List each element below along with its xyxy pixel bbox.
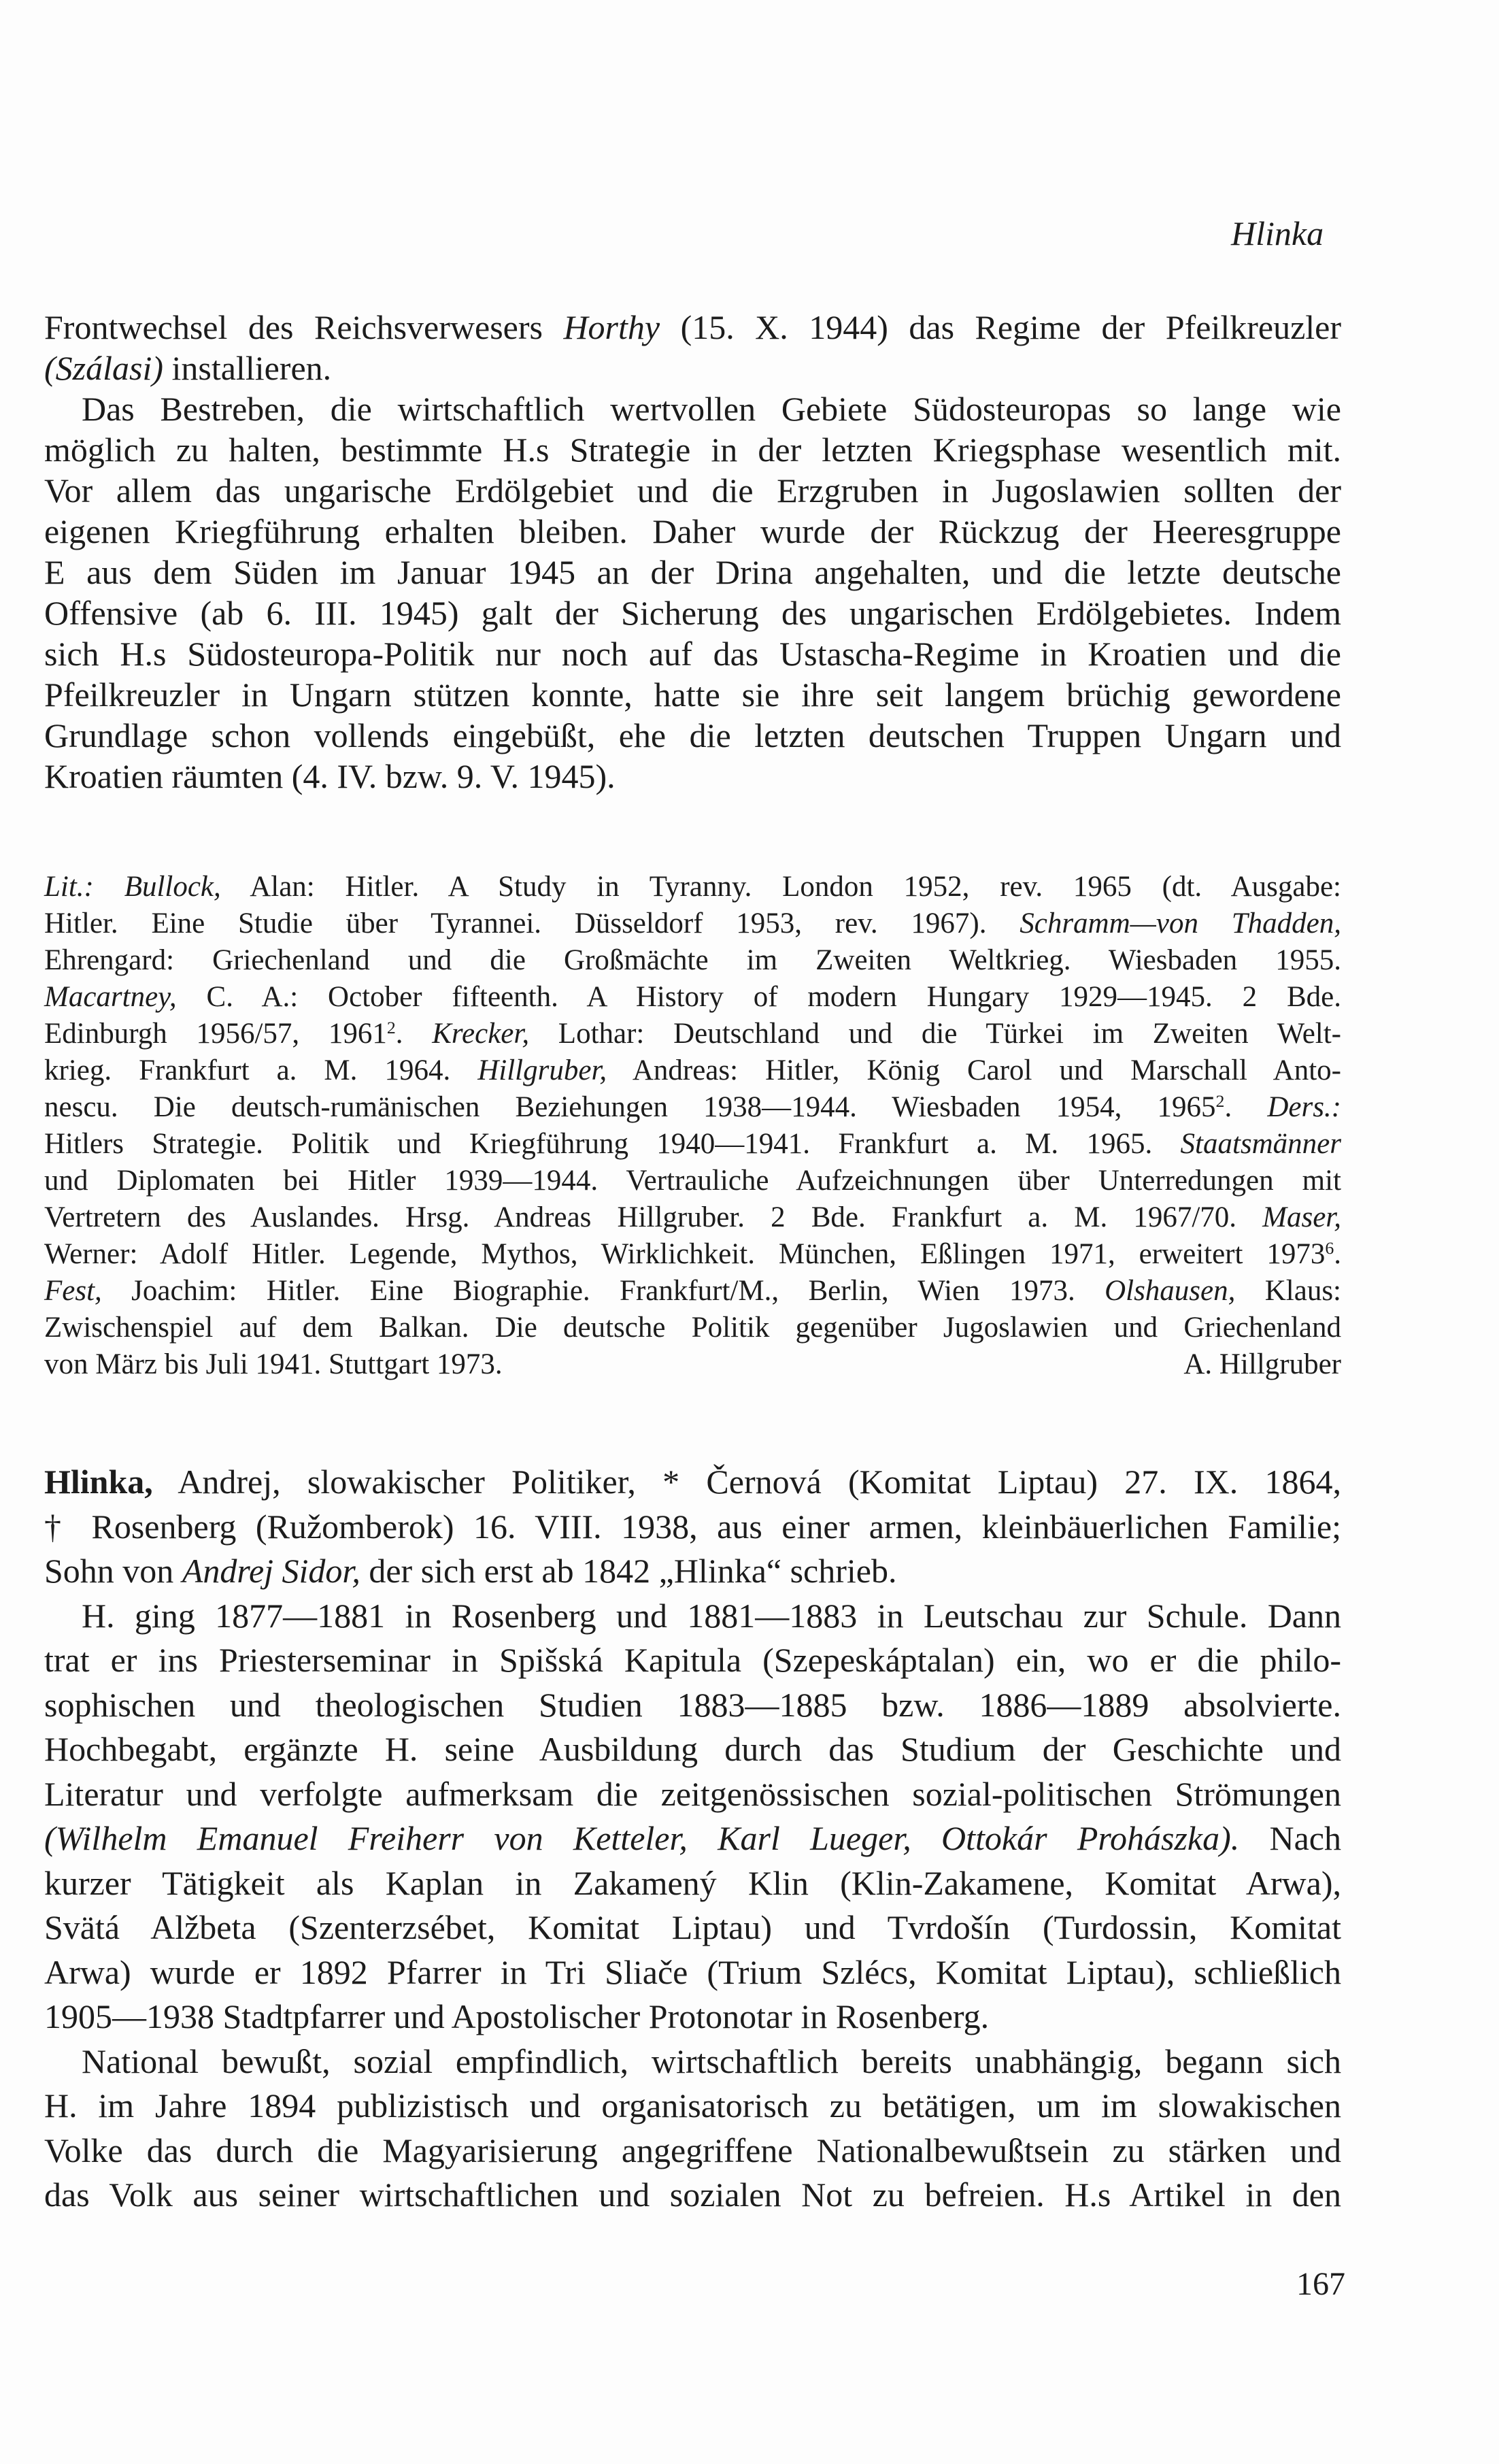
text-run: Nach — [1239, 1819, 1341, 1857]
running-head: Hlinka — [1231, 214, 1324, 252]
text-run: Vertretern des Auslandes. Hrsg. Andreas Hillgruber. 2 Bde. Frankfurt a. M. 1967/70. — [44, 1201, 1263, 1233]
literature-block — [44, 869, 1341, 1346]
italic-run: Fest, — [44, 1275, 102, 1307]
italic-run: Schramm—von Thadden, — [1020, 908, 1341, 939]
italic-run: Hillgruber, — [477, 1054, 607, 1086]
text-run: Edinburgh 1956/57, 1961 — [44, 1018, 387, 1050]
text-run: Lothar: Deutschland und die Türkei im Zweiten Welt- — [529, 1018, 1342, 1050]
text-run: Alan: Hitler. A Study in Tyranny. London 1952, rev. 1965 (dt. Ausgabe: — [220, 871, 1341, 903]
text-run: Literatur und verfolgte aufmerksam die zeitgenössischen sozial-politischen Strömungen — [44, 1774, 1341, 1813]
text-line — [44, 1549, 1341, 1594]
text-line — [44, 1950, 1341, 1995]
text-run: Ehrengard: Griechenland und die Großmächte im Zweiten Weltkrieg. Wiesbaden 1955. — [44, 944, 1341, 976]
author-signature: A. Hillgruber — [1183, 1348, 1341, 1380]
italic-run: Horthy — [563, 308, 660, 346]
text-line — [44, 388, 1341, 429]
text-line — [44, 1199, 1341, 1236]
text-run: Andreas: Hitler, König Carol und Marschall Anto- — [607, 1054, 1341, 1086]
text-line — [44, 593, 1341, 633]
text-run: Hitlers Strategie. Politik und Kriegführung 1940—1941. Frankfurt a. M. 1965. — [44, 1128, 1181, 1160]
text-run: Grundlage schon vollends eingebüßt, ehe die letzten deutschen Truppen Ungarn und — [44, 716, 1341, 754]
text-line — [44, 1273, 1341, 1310]
text-run: C. A.: October fifteenth. A History of modern Hungary 1929—1945. 2 Bde. — [176, 981, 1341, 1013]
text-line — [44, 1126, 1341, 1163]
text-line — [44, 756, 1341, 797]
text-run: kurzer Tätigkeit als Kaplan in Zakamený Klin (Klin-Zakamene, Komitat Arwa), — [44, 1863, 1341, 1902]
text-run: National bewußt, sozial empfindlich, wirtschaftlich bereits unabhängig, begann sich — [82, 2042, 1341, 2080]
italic-run: Krecker, — [432, 1018, 530, 1050]
paragraph-block-horthy — [44, 307, 1341, 797]
text-run: Das Bestreben, die wirtschaftlich wertvollen Gebiete Südosteuropas so lange wie — [82, 390, 1341, 428]
text-line — [44, 470, 1341, 511]
text-run: Vor allem das ungarische Erdölgebiet und die Erzgruben in Jugoslawien sollten der — [44, 471, 1341, 510]
text-run: Frontwechsel des Reichsverwesers — [44, 308, 564, 346]
text-line — [44, 1816, 1341, 1861]
text-run: . — [1224, 1091, 1268, 1123]
italic-run: (Szálasi) — [44, 349, 163, 387]
italic-run: Lit.: — [44, 871, 94, 903]
text-line — [44, 1052, 1341, 1089]
text-run: Kroatien räumten (4. IV. bzw. 9. V. 1945). — [44, 757, 616, 795]
text-run: installieren. — [163, 349, 332, 387]
text-line — [44, 715, 1341, 756]
text-run: 1905—1938 Stadtpfarrer und Apostolischer Protonotar in Rosenberg. — [44, 1997, 990, 2035]
text-line — [44, 1683, 1341, 1728]
edition-superscript: 2 — [1215, 1091, 1225, 1111]
text-run: und Diplomaten bei Hitler 1939—1944. Vertrauliche Aufzeichnungen über Unterredungen mit — [44, 1165, 1341, 1197]
italic-run: Bullock, — [124, 871, 221, 903]
entry-headword: Hlinka, — [44, 1463, 153, 1501]
text-run: Svätá Alžbeta (Szenterzsébet, Komitat Liptau) und Tvrdošín (Turdossin, Komitat — [44, 1908, 1341, 1946]
text-run: Werner: Adolf Hitler. Legende, Mythos, Wirklichkeit. München, Eßlingen 1971, erweitert 1973 — [44, 1238, 1326, 1270]
italic-run: Macartney, — [44, 981, 177, 1013]
text-run: Arwa) wurde er 1892 Pfarrer in Tri Sliače (Trium Szlécs, Komitat Liptau), schließlich — [44, 1952, 1341, 1991]
text-line — [44, 1905, 1341, 1950]
text-run: Pfeilkreuzler in Ungarn stützen konnte, hatte sie ihre seit langem brüchig gewordene — [44, 676, 1341, 714]
text-line — [44, 2173, 1341, 2218]
text-line — [44, 869, 1341, 905]
text-line — [44, 1016, 1341, 1052]
text-run: Zwischenspiel auf dem Balkan. Die deutsche Politik gegenüber Jugoslawien und Griechenland — [44, 1312, 1341, 1344]
text-run: möglich zu halten, bestimmte H.s Strategie in der letzten Kriegsphase wesentlich mit. — [44, 431, 1341, 469]
text-line — [44, 2040, 1341, 2084]
italic-run: Ders.: — [1267, 1091, 1342, 1123]
text-line — [44, 1861, 1341, 1906]
text-line — [44, 905, 1341, 942]
text-line — [44, 942, 1341, 979]
text-run: Andrej, slowakischer Politiker, * Černová (Komitat Liptau) 27. IX. 1864, — [152, 1463, 1341, 1501]
text-line — [44, 2084, 1341, 2129]
text-run: sich H.s Südosteuropa-Politik nur noch auf das Ustascha-Regime in Kroatien und die — [44, 635, 1341, 673]
text-run: H. ging 1877—1881 in Rosenberg und 1881—1883 in Leutschau zur Schule. Dann — [82, 1596, 1341, 1635]
text-line — [44, 1638, 1341, 1683]
text-run: Offensive (ab 6. III. 1945) galt der Sicherung des ungarischen Erdölgebietes. Indem — [44, 594, 1341, 632]
text-run: Volke das durch die Magyarisierung angegriffene Nationalbewußtsein zu stärken und — [44, 2131, 1341, 2169]
text-line — [44, 307, 1341, 348]
text-line — [44, 633, 1341, 674]
text-line — [44, 1236, 1341, 1273]
text-run: E aus dem Süden im Januar 1945 an der Drina angehalten, und die letzte deutsche — [44, 553, 1341, 591]
text-run: Hochbegabt, ergänzte H. seine Ausbildung durch das Studium der Geschichte und — [44, 1730, 1341, 1768]
text-run: trat er ins Priesterseminar in Spišská Kapitula (Szepeskáptalan) ein, wo er die philo- — [44, 1641, 1341, 1679]
text-run — [94, 871, 124, 903]
edition-superscript: 6 — [1325, 1237, 1334, 1258]
text-run: Sohn von — [44, 1552, 182, 1590]
text-line — [44, 674, 1341, 715]
text-line — [44, 1310, 1341, 1346]
text-line — [44, 1995, 1341, 2040]
text-line — [44, 1505, 1341, 1550]
text-line — [44, 1089, 1341, 1126]
text-run: (15. X. 1944) das Regime der Pfeilkreuzler — [660, 308, 1341, 346]
text-run: . — [395, 1018, 433, 1050]
text-run: † Rosenberg (Ružomberok) 16. VIII. 1938, aus einer armen, kleinbäuerlichen Familie; — [44, 1507, 1341, 1546]
text-line — [44, 1594, 1341, 1639]
page-number: 167 — [1296, 2266, 1345, 2302]
text-run: eigenen Kriegführung erhalten bleiben. Daher wurde der Rückzug der Heeresgruppe — [44, 512, 1341, 550]
text-line — [44, 1772, 1341, 1817]
text-line — [44, 1163, 1341, 1199]
text-run: Klaus: — [1235, 1275, 1341, 1307]
text-run: Hitler. Eine Studie über Tyrannei. Düsseldorf 1953, rev. 1967). — [44, 908, 1020, 939]
text-run: sophischen und theologischen Studien 1883—1885 bzw. 1886—1889 absolvierte. — [44, 1685, 1341, 1724]
literature-final-row — [44, 1346, 1341, 1383]
italic-run: Andrej Sidor, — [182, 1552, 360, 1590]
text-line — [44, 429, 1341, 470]
text-line — [44, 348, 1341, 388]
text-run: H. im Jahre 1894 publizistisch und organisatorisch zu betätigen, um im slowakischen — [44, 2086, 1341, 2125]
entry-hlinka — [44, 1460, 1341, 2218]
edition-superscript: 2 — [386, 1017, 396, 1037]
italic-run: Maser, — [1262, 1201, 1341, 1233]
text-run: das Volk aus seiner wirtschaftlichen und sozialen Not zu befreien. H.s Artikel in den — [44, 2176, 1341, 2214]
text-line — [44, 511, 1341, 552]
text-line — [44, 979, 1341, 1016]
text-line — [44, 1727, 1341, 1772]
text-run: nescu. Die deutsch-rumänischen Beziehungen 1938—1944. Wiesbaden 1954, 1965 — [44, 1091, 1216, 1123]
italic-run: (Wilhelm Emanuel Freiherr von Ketteler, Karl Lueger, Ottokár Prohászka). — [44, 1819, 1240, 1857]
text-line — [44, 552, 1341, 593]
text-run: . — [1334, 1238, 1341, 1270]
text-line — [44, 2129, 1341, 2174]
italic-run: Staatsmänner — [1180, 1128, 1341, 1160]
text-line — [44, 1460, 1341, 1505]
text-run: Joachim: Hitler. Eine Biographie. Frankfurt/M., Berlin, Wien 1973. — [101, 1275, 1105, 1307]
italic-run: Olshausen, — [1105, 1275, 1236, 1307]
text-run: der sich erst ab 1842 „Hlinka“ schrieb. — [360, 1552, 897, 1590]
literature-final-line: von März bis Juli 1941. Stuttgart 1973. — [44, 1348, 503, 1380]
text-run: krieg. Frankfurt a. M. 1964. — [44, 1054, 478, 1086]
